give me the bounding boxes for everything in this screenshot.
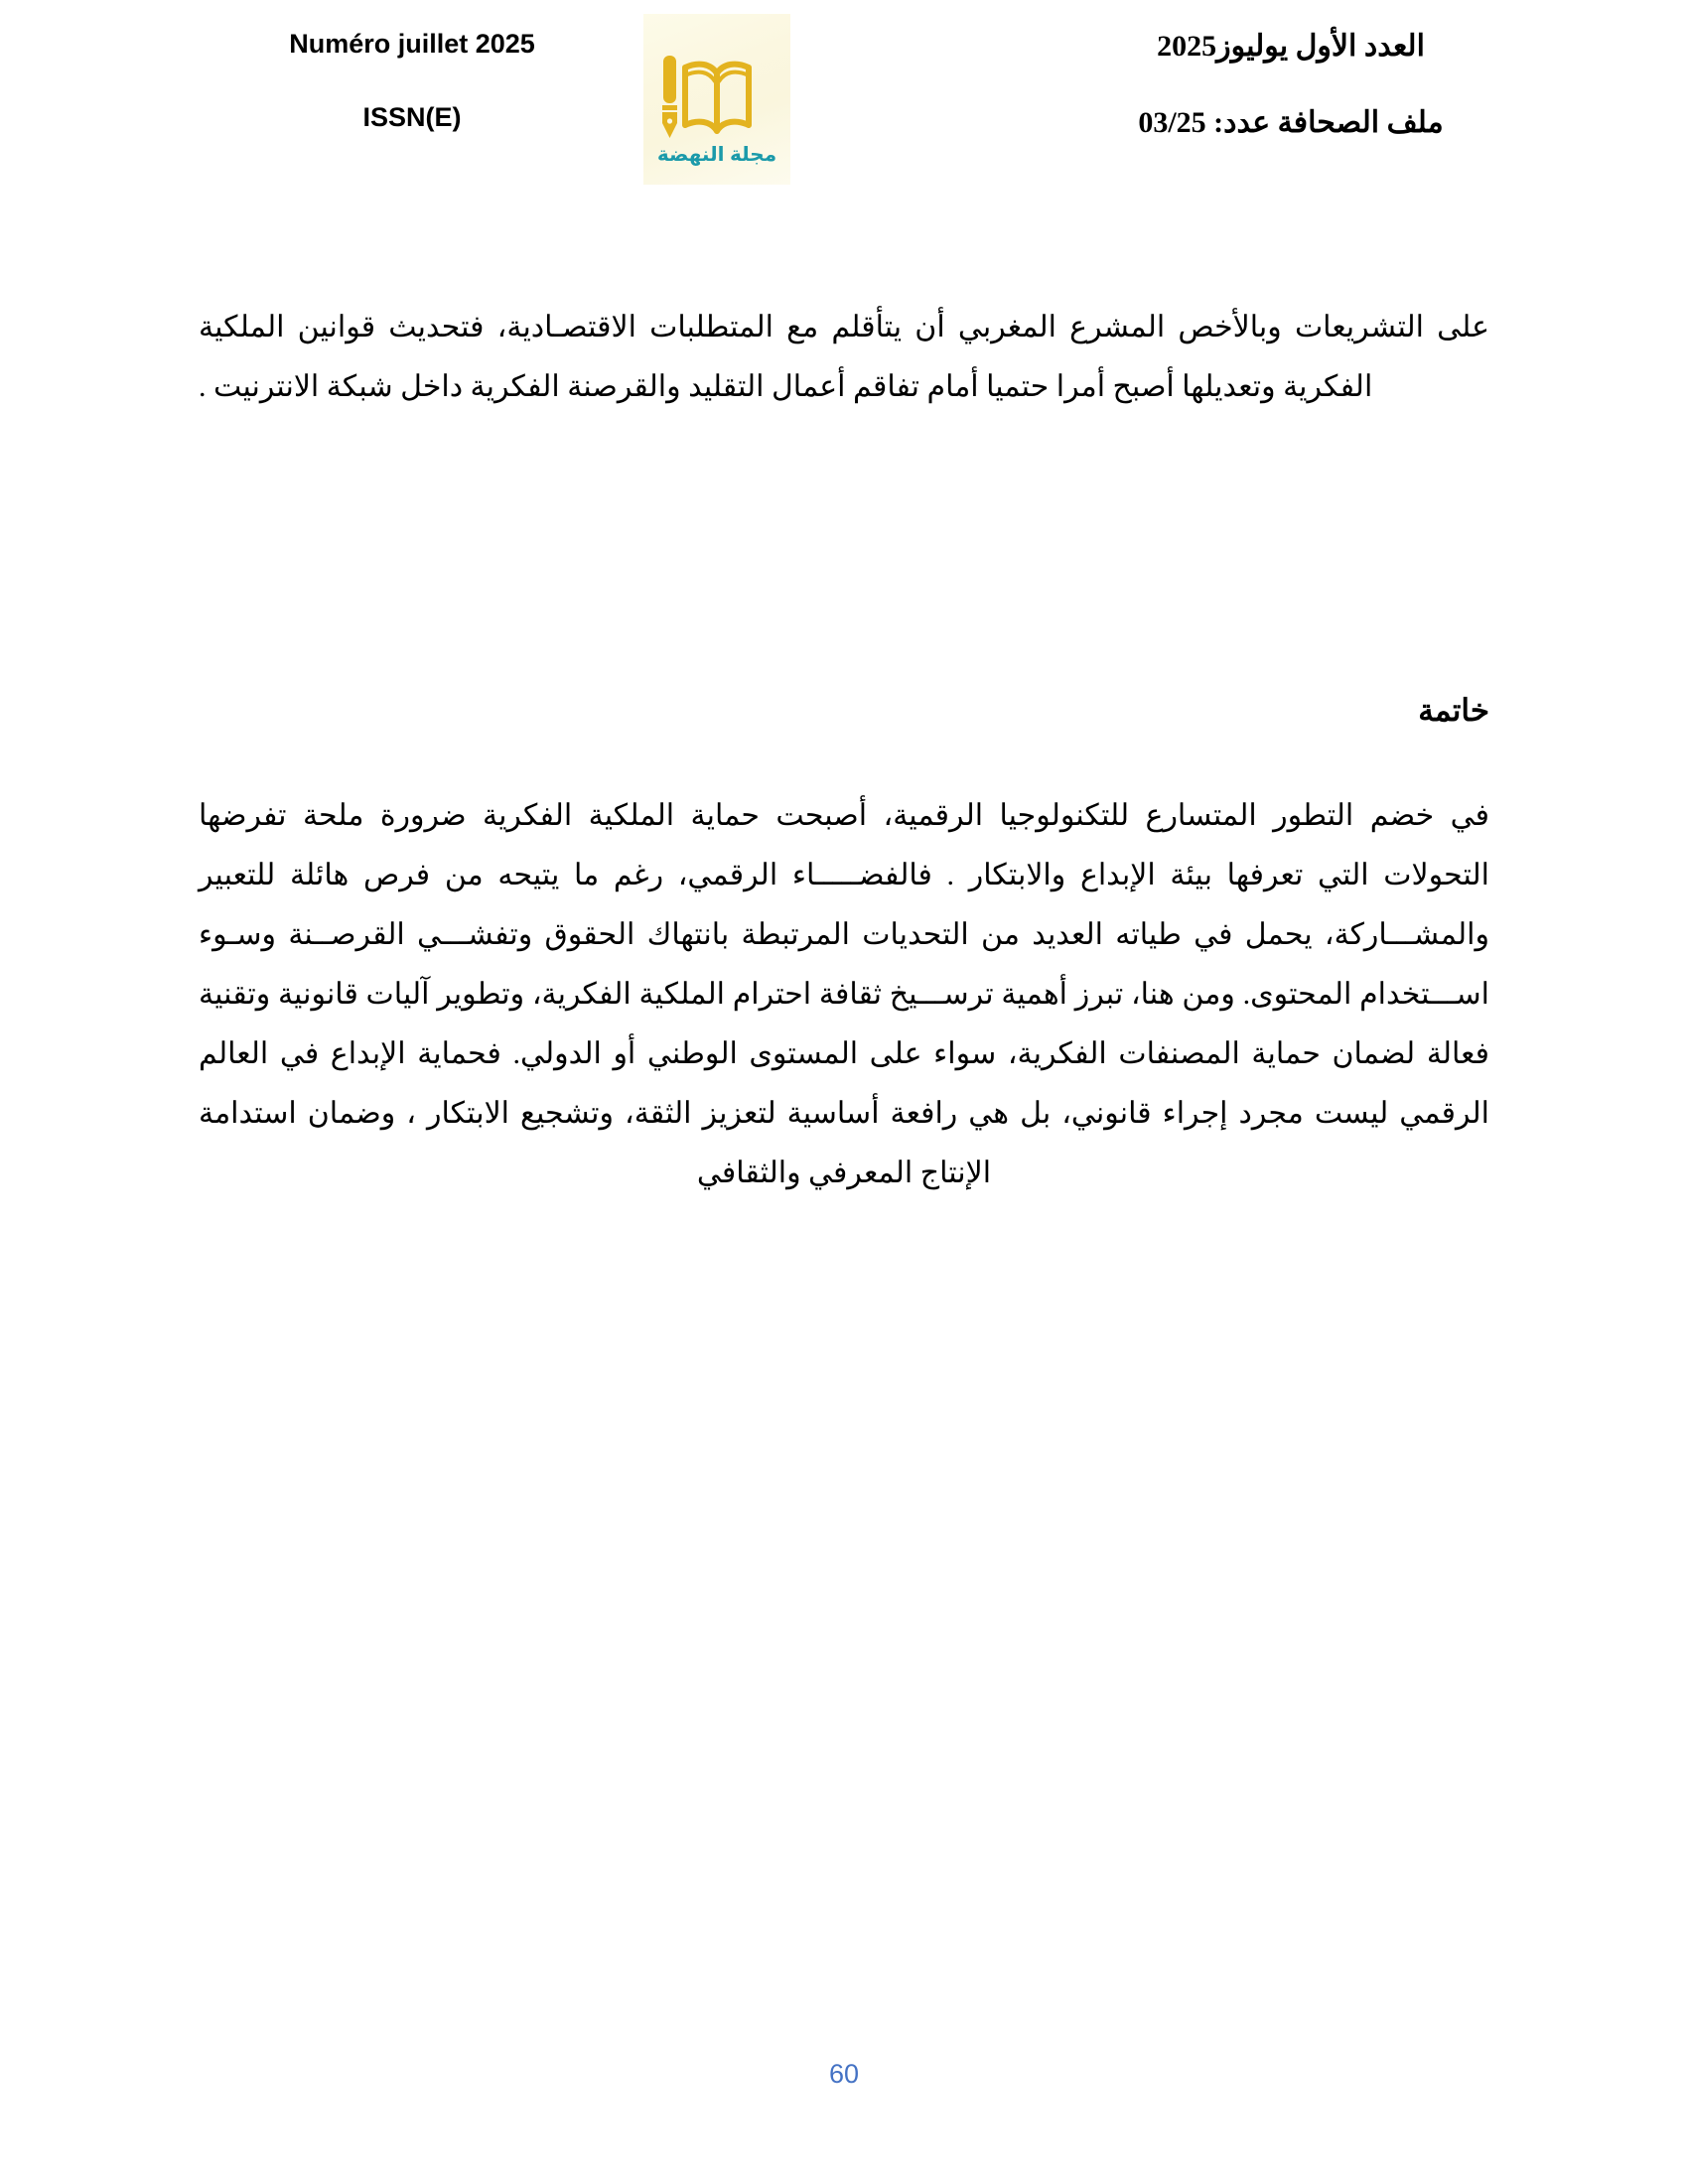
content-spacer-heading bbox=[199, 737, 1489, 786]
paragraph-conclusion: في خضم التطور المتسارع للتكنولوجيا الرقمية، أصبحت حماية الملكية الفكرية ضرورة ملحة تفرضها التحولات التي تعرفها بيئة الإبداع والابتكار . فالفضـــــاء الرقمي، رغم ما يتيحه من فرص هائلة للتعبير والمشـــاركة، يحمل في طياته العديد من التحديات المرتبطة بانتهاك الحقوق وتفشـــي القرصــنة وسـوء اســـتخدام المحتوى. ومن هنا، تبرز أهمية ترســـيخ ثقافة احترام الملكية الفكرية، وتطوير آليات قانونية وتقنية فعالة لضمان حماية المصنفات الفكرية، سواء على المستوى الوطني أو الدولي. فحماية الإبداع في العالم الرقمي ليست مجرد إجراء قانوني، بل هي رافعة أساسية لتعزيز الثقة، وتشجيع الابتكار ، وضمان استدامة الإنتاج المعرفي والثقافي bbox=[199, 799, 1489, 1189]
page-number: 60 bbox=[828, 2059, 860, 2089]
logo-caption: مجلة النهضة bbox=[656, 144, 777, 166]
header-left-column bbox=[204, 30, 621, 132]
page-footer bbox=[0, 2059, 1688, 2090]
header-right-column bbox=[1077, 30, 1504, 139]
header-press-file-number: ملف الصحافة عدد: 03/25 bbox=[1138, 106, 1444, 139]
page-header bbox=[0, 0, 1688, 194]
header-issue-arabic: العدد الأول يوليوز2025 bbox=[1157, 30, 1425, 63]
pen-icon bbox=[662, 56, 677, 138]
header-left-gap bbox=[204, 60, 621, 103]
section-heading-conclusion: خاتمة bbox=[1418, 693, 1489, 728]
page-content bbox=[199, 298, 1489, 1203]
logo-artwork bbox=[643, 14, 790, 185]
content-spacer-top bbox=[199, 417, 1489, 685]
header-right-gap bbox=[1077, 63, 1504, 106]
header-issn: ISSN(E) bbox=[362, 101, 462, 132]
header-issue-french: Numéro juillet 2025 bbox=[289, 29, 535, 59]
paragraph-top: على التشريعات وبالأخص المشرع المغربي أن يتأقلم مع المتطلبات الاقتصـادية، فتحديث قوانين الملكية الفكرية وتعديلها أصبح أمرا حتميا أمام تفاقم أعمال التقليد والقرصنة الفكرية داخل شبكة الانترنيت . bbox=[199, 311, 1489, 403]
journal-logo bbox=[643, 14, 790, 185]
open-book-icon bbox=[685, 65, 749, 131]
